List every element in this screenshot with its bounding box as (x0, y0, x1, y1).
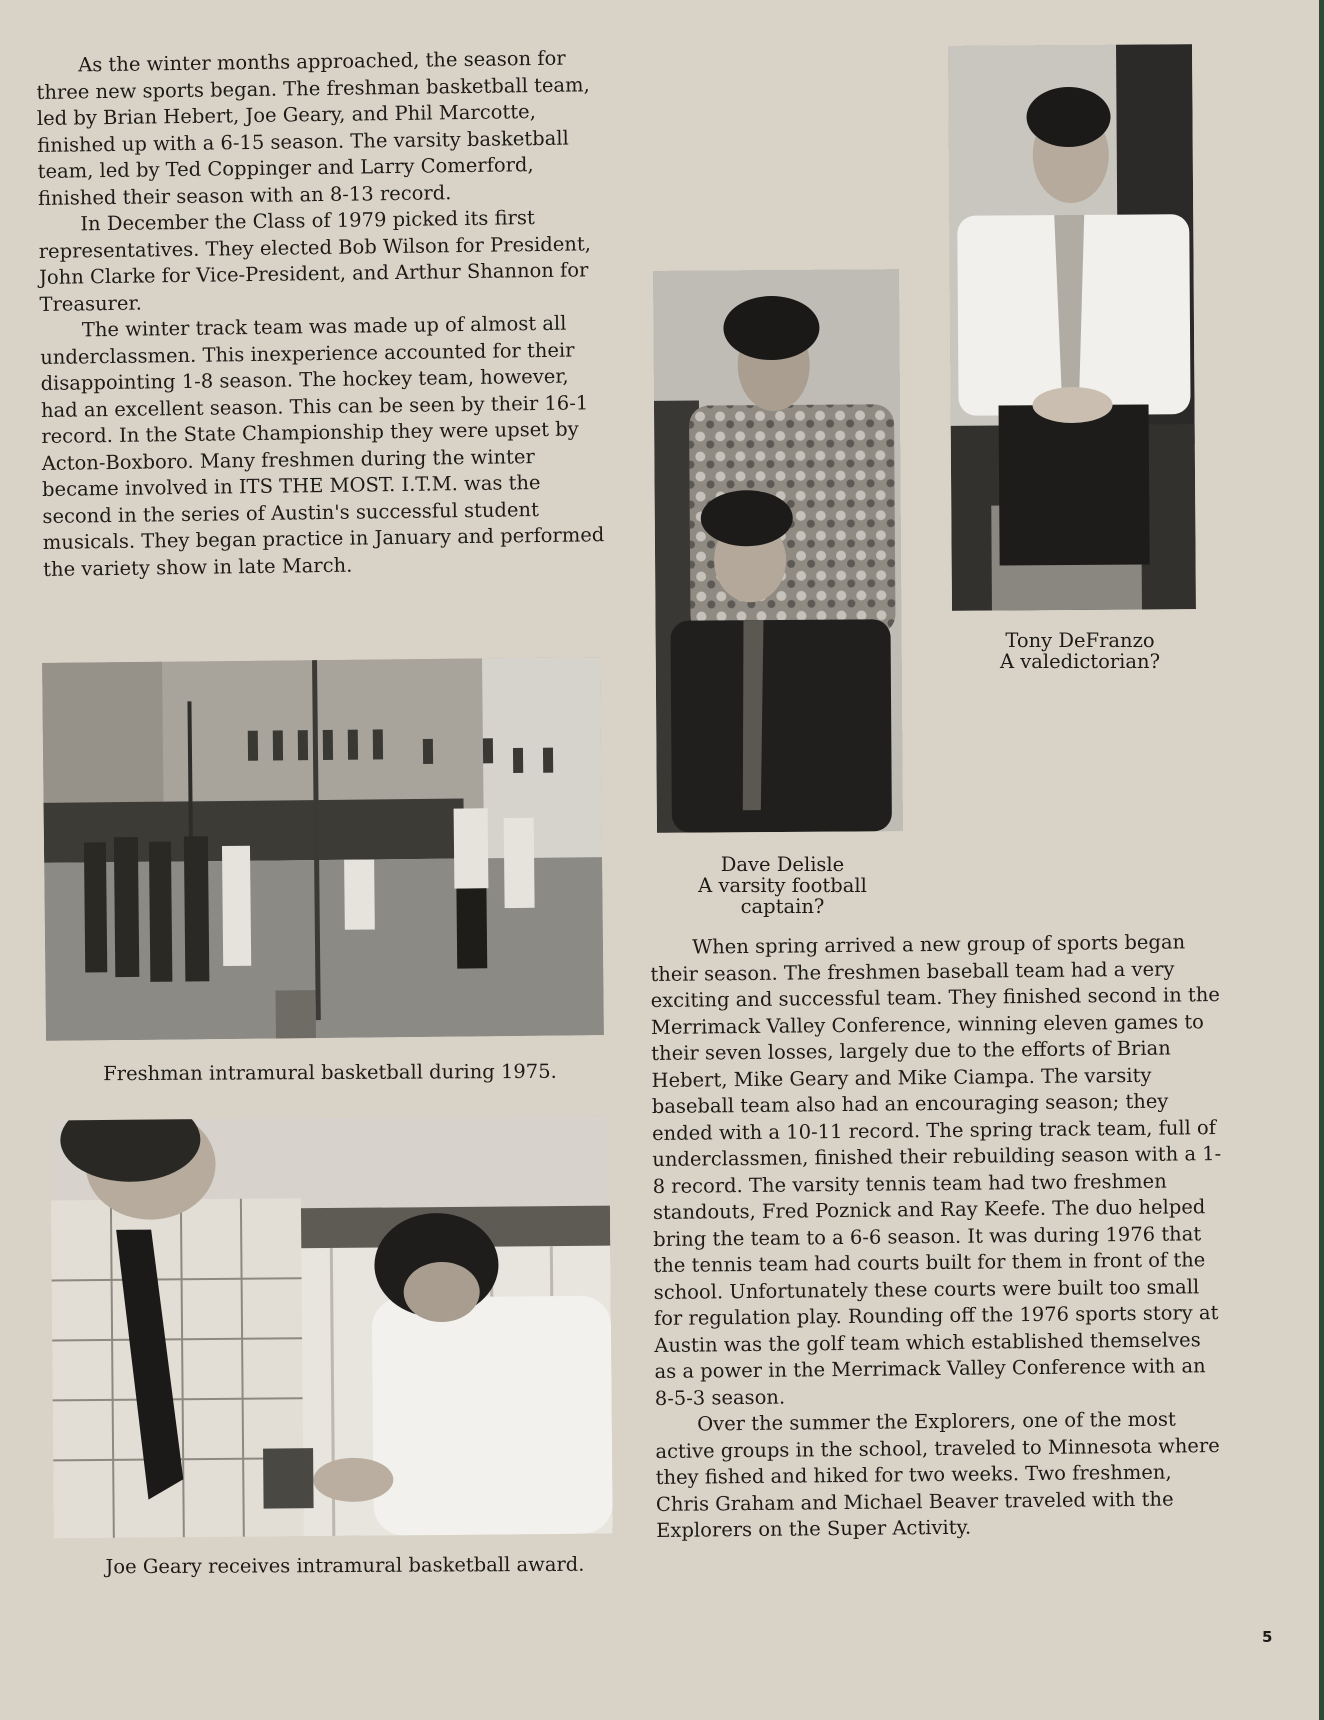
caption-award-ceremony: Joe Geary receives intramural basketball award. (105, 1552, 585, 1579)
left-column-text (36, 45, 613, 583)
caption-line: A varsity football (698, 874, 867, 897)
paragraph: In December the Class of 1979 picked its first representatives. They elected Bob Wilson for President, John Clarke for Vice-President, and Arthur Shannon for Treasurer. (38, 206, 592, 316)
photo-dave-delisle (653, 269, 903, 833)
photo-tony-defranzo (948, 44, 1196, 611)
paragraph: As the winter months approached, the season for three new sports began. The freshman basketball team, led by Brian Hebert, Joe Geary, and Phil Marcotte, finished up with a 6-15 season. The varsity basketball team, led by Ted Coppinger and Larry Comerford, finished their season with an 8-13 record. (36, 46, 590, 210)
caption-tony-defranzo (955, 630, 1205, 672)
right-column-text (650, 929, 1226, 1544)
caption-line: Tony DeFranzo (1005, 629, 1155, 652)
caption-line: captain? (740, 895, 825, 918)
page-binding-edge (1319, 0, 1324, 1720)
caption-intramural-basketball: Freshman intramural basketball during 1975. (103, 1059, 557, 1086)
caption-line: A valedictorian? (999, 650, 1161, 673)
caption-line: Dave Delisle (720, 853, 845, 876)
caption-dave-delisle (650, 854, 915, 917)
paragraph: When spring arrived a new group of sports began their season. The freshmen baseball team had a very exciting and successful team. They finished second in the Merrimack Valley Conference, winning eleven games to their seven losses, largely due to the efforts of Brian Hebert, Mike Geary and Mike Ciampa. The varsity baseball team also had an encouraging season; they ended with a 10-11 record. The spring track team, full of underclassmen, finished their rebuilding season with a 1-8 record. The varsity tennis team had two freshmen standouts, Fred Poznick and Ray Keefe. The duo helped bring the team to a 6-6 season. It was during 1976 that the tennis team had courts built for them in front of the school. Unfortunately these courts were built too small for regulation play. Rounding off the 1976 sports story at Austin was the golf team which established themselves as a power in the Merrimack Valley Conference with an 8-5-3 season. (650, 930, 1222, 1410)
page-number: 5 (1262, 1628, 1273, 1646)
photo-award-ceremony (50, 1116, 613, 1539)
paragraph: The winter track team was made up of almost all underclassmen. This inexperience accounted for their disappointing 1-8 season. The hockey team, however, had an excellent season. This can be seen by their 16-1 record. In the State Championship they were upset by Acton-Boxboro. Many freshmen during the winter became involved in ITS THE MOST. I.T.M. was the second in the series of Austin's successful student musicals. They began practice in January and performed the variety show in late March. (40, 311, 605, 581)
paragraph: Over the summer the Explorers, one of the most active groups in the school, traveled to Minnesota where they fished and hiked for two weeks. Two freshmen, Chris Graham and Michael Beaver traveled with the Explorers on the Super Activity. (655, 1407, 1220, 1542)
photo-intramural-basketball (42, 657, 604, 1041)
